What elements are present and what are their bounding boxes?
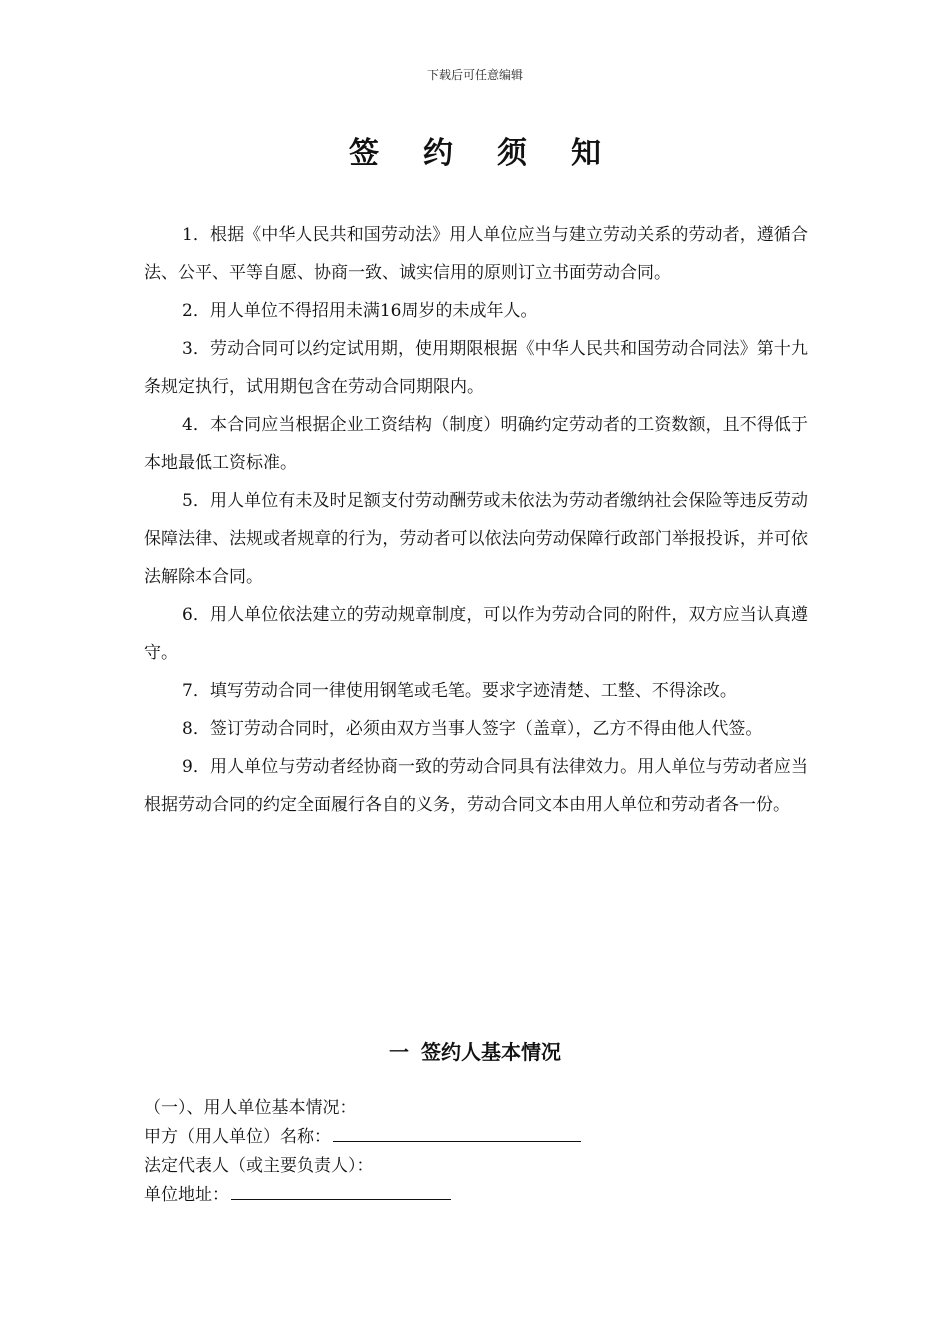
notice-item: 3．劳动合同可以约定试用期，使用期限根据《中华人民共和国劳动合同法》第十九条规定执行，试用期包含在劳动合同期限内。 [144,339,808,397]
section-heading [0,1036,950,1065]
notice-item: 7．填写劳动合同一律使用钢笔或毛笔。要求字迹清楚、工整、不得涂改。 [182,681,737,701]
notice-item: 2．用人单位不得招用未满16周岁的未成年人。 [182,301,538,321]
notice-item: 9．用人单位与劳动者经协商一致的劳动合同具有法律效力。用人单位与劳动者应当根据劳动合同的约定全面履行各自的义务，劳动合同文本由用人单位和劳动者各一份。 [144,757,808,815]
address-label: 单位地址： [144,1185,229,1205]
legal-rep-row [144,1152,808,1181]
section-number: 一 [389,1040,409,1064]
party-a-row [144,1123,808,1152]
notice-item: 1．根据《中华人民共和国劳动法》用人单位应当与建立劳动关系的劳动者，遵循合法、公平、平等自愿、协商一致、诚实信用的原则订立书面劳动合同。 [144,225,808,283]
header-note: 下载后可任意编辑 [426,68,523,82]
party-a-name-field[interactable] [333,1123,581,1142]
address-field[interactable] [231,1181,451,1200]
notice-item: 8．签订劳动合同时，必须由双方当事人签字（盖章），乙方不得由他人代签。 [182,719,763,739]
party-a-label: 甲方（用人单位）名称： [144,1127,331,1147]
notice-item: 4．本合同应当根据企业工资结构（制度）明确约定劳动者的工资数额，且不得低于本地最低工资标准。 [144,415,808,473]
page-title: 签约须知 [349,136,645,171]
legal-rep-label: 法定代表人（或主要负责人）： [144,1156,374,1176]
subsection-heading: （一）、用人单位基本情况： [144,1098,357,1118]
notice-item: 5．用人单位有未及时足额支付劳动酬劳或未依法为劳动者缴纳社会保险等违反劳动保障法律、法规或者规章的行为，劳动者可以依法向劳动保障行政部门举报投诉，并可依法解除本合同。 [144,491,808,587]
notice-item: 6．用人单位依法建立的劳动规章制度，可以作为劳动合同的附件，双方应当认真遵守。 [144,605,808,663]
employer-info-form [144,1094,808,1210]
section-title-text: 签约人基本情况 [421,1040,561,1064]
address-row [144,1181,808,1210]
notice-list [144,216,808,824]
